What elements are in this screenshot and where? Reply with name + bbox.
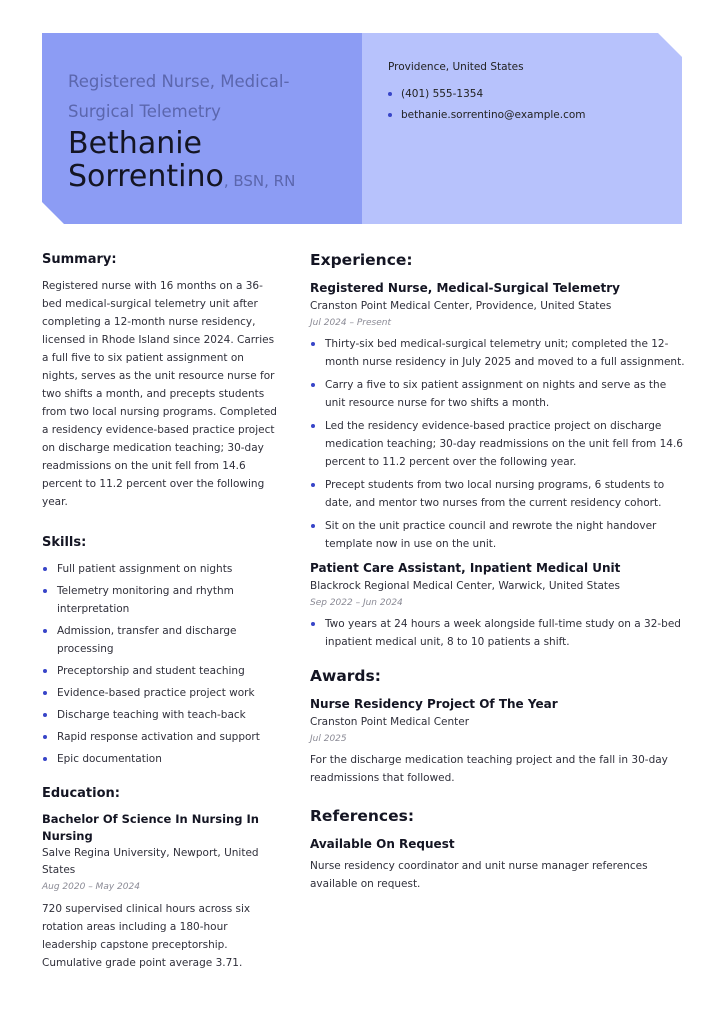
job-bullet: Two years at 24 hours a week alongside full-time study on a 32-bed inpatient medical unit, 8 to 10 patients a shift. (310, 615, 686, 651)
job-title: Registered Nurse, Medical-Surgical Telemetry (68, 72, 290, 121)
job-bullet: Precept students from two local nursing programs, 6 students to date, and mentor two nurses from the current residency cohort. (310, 476, 686, 512)
skill-item: Discharge teaching with teach-back (42, 706, 282, 724)
education-heading: Education: (42, 786, 120, 801)
references-heading: References: (310, 807, 415, 825)
summary-text: Registered nurse with 16 months on a 36-bed medical-surgical telemetry unit after completing a 12-month nurse residency, licensed in Rhode Island since 2024. Carries a full five to six patient assignment on nights, serves as the unit resource nurse for two shifts a month, and precepts students from two local nursing programs. Completed a residency evidence-based practice project on discharge medication teaching; 30-day readmissions on the unit fell from 14.6 percent to 11.2 percent over the following year. (42, 280, 277, 508)
job-dates: Jul 2024 – Present (310, 318, 391, 328)
summary-heading: Summary: (42, 252, 117, 267)
left-column (42, 251, 282, 972)
skill-item: Evidence-based practice project work (42, 684, 282, 702)
skill-item: Full patient assignment on nights (42, 560, 282, 578)
references-section (310, 805, 686, 893)
job-title: Patient Care Assistant, Inpatient Medical Unit (310, 561, 621, 575)
job-bullet: Led the residency evidence-based practice project on discharge medication teaching; 30-day readmissions on the unit fell from 14.6 percent to 11.2 percent over the following year. (310, 417, 686, 471)
job-bullet: Thirty-six bed medical-surgical telemetry unit; completed the 12-month nurse residency in July 2025 and moved to a full assignment. (310, 335, 686, 371)
contact-list (388, 87, 586, 129)
phone: (401) 555-1354 (388, 87, 586, 108)
job-bullet: Sit on the unit practice council and rewrote the night handover template now in use on the unit. (310, 517, 686, 553)
skills-section (42, 534, 282, 768)
job-bullets (310, 335, 686, 553)
references-title: Available On Request (310, 837, 455, 851)
summary-section (42, 251, 282, 511)
skills-list (42, 560, 282, 768)
skill-item: Admission, transfer and discharge processing (42, 622, 282, 658)
education-degree: Bachelor Of Science In Nursing In Nursing (42, 812, 259, 843)
education-school: Salve Regina University, Newport, United States (42, 847, 259, 876)
award-title: Nurse Residency Project Of The Year (310, 697, 558, 711)
awards-heading: Awards: (310, 667, 381, 685)
last-name: Sorrentino (68, 159, 224, 194)
right-column (310, 249, 686, 893)
job-title: Registered Nurse, Medical-Surgical Telemetry (310, 281, 620, 295)
candidate-name (68, 127, 358, 198)
job-entry (310, 279, 686, 553)
job-bullet: Carry a five to six patient assignment on nights and serve as the unit resource nurse for two shifts a month. (310, 376, 686, 412)
education-dates: Aug 2020 – May 2024 (42, 882, 140, 892)
first-name: Bethanie (68, 126, 203, 161)
references-text: Nurse residency coordinator and unit nurse manager references available on request. (310, 860, 648, 890)
award-description: For the discharge medication teaching project and the fall in 30-day readmissions that followed. (310, 754, 668, 784)
education-section (42, 785, 282, 972)
experience-heading: Experience: (310, 251, 413, 269)
skill-item: Epic documentation (42, 750, 282, 768)
job-bullets (310, 615, 686, 651)
awards-section (310, 665, 686, 787)
job-employer: Blackrock Regional Medical Center, Warwick, United States (310, 580, 620, 592)
award-issuer: Cranston Point Medical Center (310, 716, 470, 728)
education-description: 720 supervised clinical hours across six rotation areas including a 180-hour leadership capstone preceptorship. Cumulative grade point average 3.71. (42, 903, 251, 969)
credentials: , BSN, RN (223, 172, 296, 190)
job-entry (310, 559, 686, 651)
job-dates: Sep 2022 – Jun 2024 (310, 598, 403, 608)
award-date: Jul 2025 (310, 734, 347, 744)
skill-item: Preceptorship and student teaching (42, 662, 282, 680)
skill-item: Rapid response activation and support (42, 728, 282, 746)
email: bethanie.sorrentino@example.com (388, 108, 586, 129)
job-employer: Cranston Point Medical Center, Providence, United States (310, 300, 612, 312)
skill-item: Telemetry monitoring and rhythm interpretation (42, 582, 282, 618)
skills-heading: Skills: (42, 535, 87, 550)
location: Providence, United States (388, 61, 524, 73)
experience-section (310, 249, 686, 651)
